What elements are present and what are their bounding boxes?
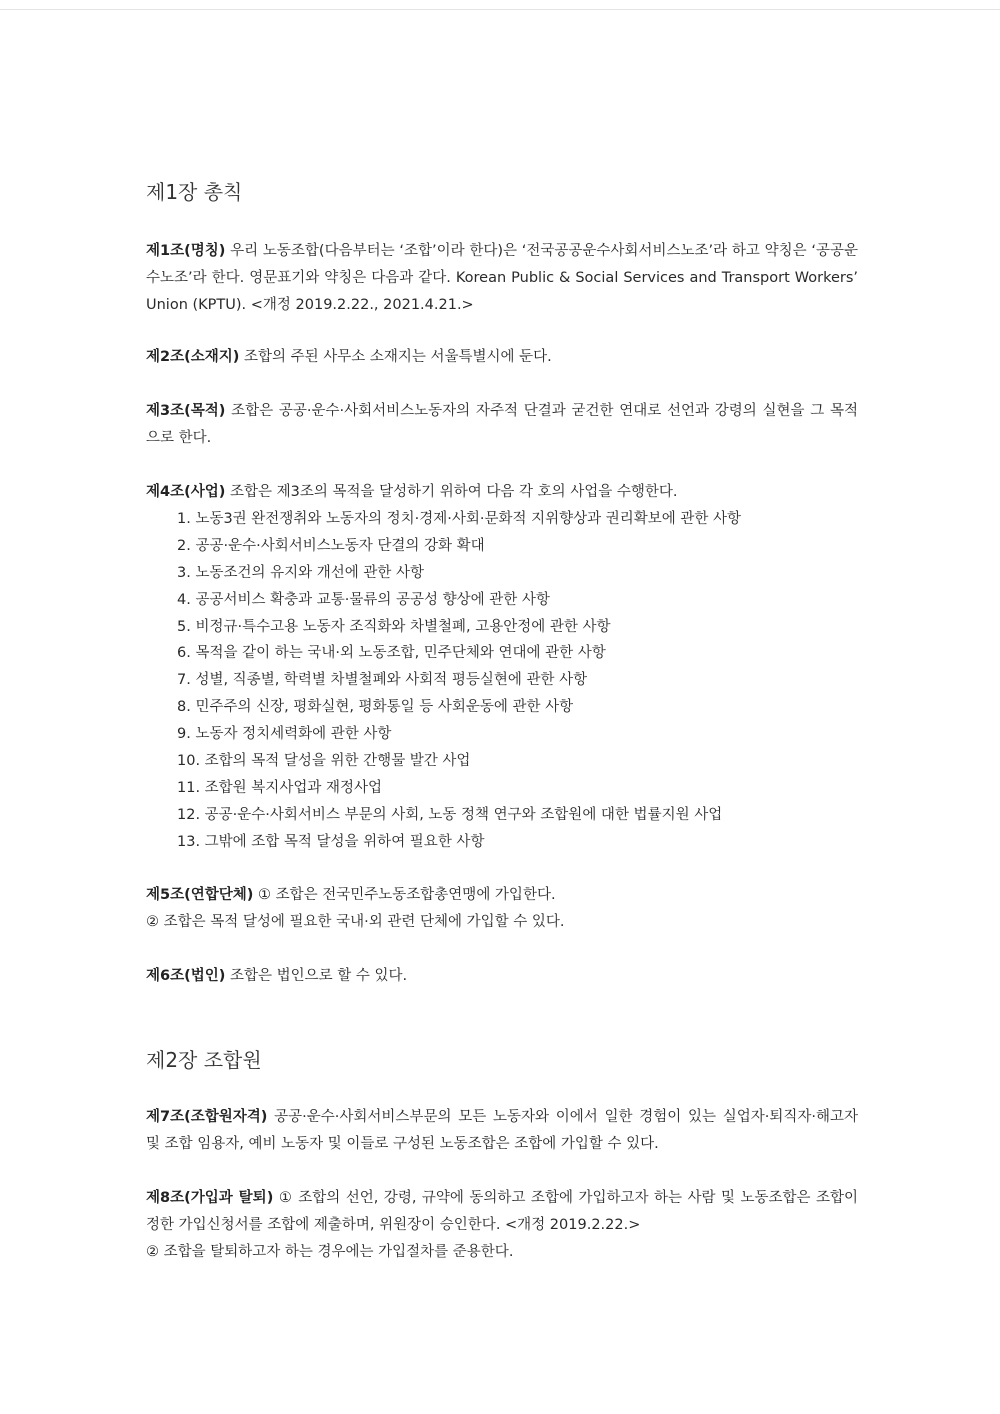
article-heading: 제5조(연합단체) — [146, 887, 254, 903]
article-4 — [146, 479, 858, 506]
article-body: 조합은 법인으로 할 수 있다. — [229, 968, 408, 984]
scan-edge-line — [0, 9, 1000, 10]
article-1 — [146, 238, 858, 319]
list-item: 9. 노동자 정치세력화에 관한 사항 — [177, 726, 392, 743]
article-body: 조합은 제3조의 목적을 달성하기 위하여 다음 각 호의 사업을 수행한다. — [229, 484, 678, 500]
list-item: 6. 목적을 같이 하는 국내·외 노동조합, 민주단체와 연대에 관한 사항 — [177, 645, 606, 662]
article-2 — [146, 344, 858, 371]
list-item: 2. 공공·운수·사회서비스노동자 단결의 강화 확대 — [177, 537, 485, 554]
list-item: 11. 조합원 복지사업과 재정사업 — [177, 779, 382, 796]
article-body: 공공·운수·사회서비스부문의 모든 노동자와 이에서 일한 경험이 있는 실업자·퇴직자·해고자 및 조합 임용자, 예비 노동자 및 이들로 구성된 노동조합은 조합에 가입할 수 있다. — [146, 1109, 859, 1152]
article-body: 조합은 공공·운수·사회서비스노동자의 자주적 단결과 굳건한 연대로 선언과 강령의 실현을 그 목적으로 한다. — [146, 403, 859, 446]
article-5 — [146, 882, 858, 936]
list-item: 13. 그밖에 조합 목적 달성을 위하여 필요한 사항 — [177, 833, 485, 850]
chapter-title: 제2장 조합원 — [146, 1048, 262, 1072]
article-heading: 제8조(가입과 탈퇴) — [146, 1190, 274, 1206]
article-heading: 제4조(사업) — [146, 484, 226, 500]
list-item: 10. 조합의 목적 달성을 위한 간행물 발간 사업 — [177, 753, 471, 770]
article-paragraph-2: ② 조합은 목적 달성에 필요한 국내·외 관련 단체에 가입할 수 있다. — [146, 914, 565, 930]
article-body: 우리 노동조합(다음부터는 ‘조합’이라 한다)은 ‘전국공공운수사회서비스노조’라 하고 약칭은 ‘공공운수노조’라 한다. 영문표기와 약칭은 다음과 같다. Korean Public & Social Services and Transport Workers’ Union (KPTU). <개정 2019.2.22., 2021.4.21.> — [146, 243, 858, 313]
article-paragraph-1: ① 조합의 선언, 강령, 규약에 동의하고 조합에 가입하고자 하는 사람 및 노동조합은 조합이 정한 가입신청서를 조합에 제출하며, 위원장이 승인한다. <개정 2019.2.22.> — [146, 1190, 858, 1233]
article-3 — [146, 398, 858, 452]
list-item: 12. 공공·운수·사회서비스 부문의 사회, 노동 정책 연구와 조합원에 대한 법률지원 사업 — [177, 806, 723, 823]
article-paragraph-1: ① 조합은 전국민주노동조합총연맹에 가입한다. — [258, 887, 556, 903]
article-paragraph-2: ② 조합을 탈퇴하고자 하는 경우에는 가입절차를 준용한다. — [146, 1244, 514, 1260]
list-item: 4. 공공서비스 확충과 교통·물류의 공공성 향상에 관한 사항 — [177, 591, 550, 608]
list-item: 8. 민주주의 신장, 평화실현, 평화통일 등 사회운동에 관한 사항 — [177, 699, 574, 716]
list-item: 5. 비정규·특수고용 노동자 조직화와 차별철폐, 고용안정에 관한 사항 — [177, 618, 611, 635]
article-7 — [146, 1104, 858, 1158]
chapter-title: 제1장 총칙 — [146, 180, 243, 204]
article-heading: 제2조(소재지) — [146, 349, 240, 365]
article-heading: 제3조(목적) — [146, 403, 226, 419]
list-item: 1. 노동3권 완전쟁취와 노동자의 정치·경제·사회·문화적 지위향상과 권리확보에 관한 사항 — [177, 511, 742, 527]
article-8 — [146, 1185, 858, 1266]
article-heading: 제1조(명칭) — [146, 243, 226, 259]
list-item: 3. 노동조건의 유지와 개선에 관한 사항 — [177, 564, 424, 581]
article-6 — [146, 963, 858, 990]
article-body: 조합의 주된 사무소 소재지는 서울특별시에 둔다. — [244, 349, 552, 365]
article-heading: 제7조(조합원자격) — [146, 1109, 268, 1125]
article-heading: 제6조(법인) — [146, 968, 226, 984]
list-item: 7. 성별, 직종별, 학력별 차별철폐와 사회적 평등실현에 관한 사항 — [177, 672, 588, 689]
article-4-list — [177, 506, 867, 856]
